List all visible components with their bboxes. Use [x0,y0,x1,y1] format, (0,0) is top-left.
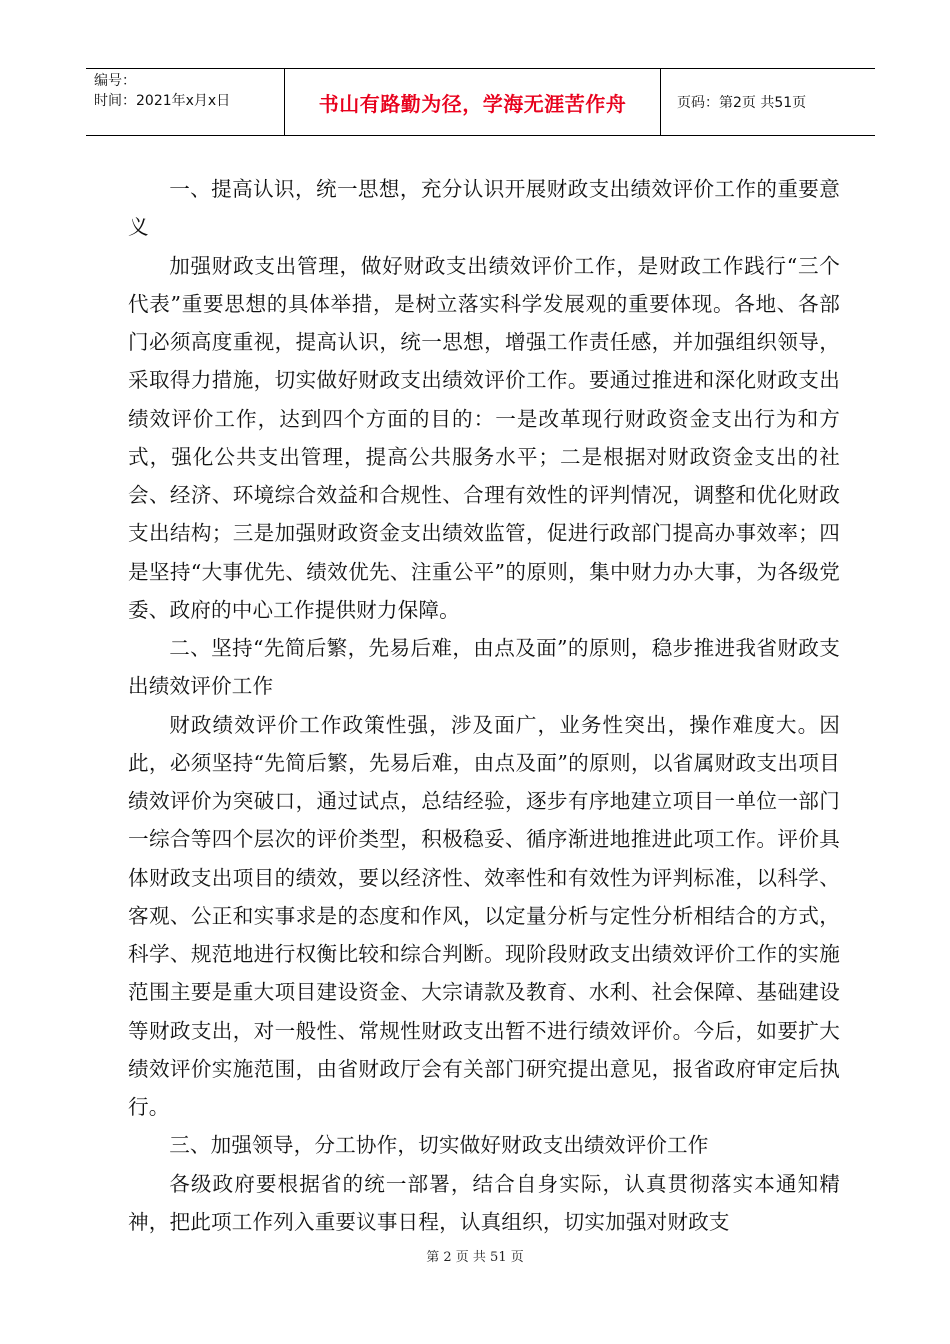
document-time-label: 时间：2021年x月x日 [94,93,231,109]
body-paragraph-1: 加强财政支出管理，做好财政支出绩效评价工作，是财政工作践行“三个代表”重要思想的具体举措，是树立落实科学发展观的重要体现。各地、各部门必须高度重视，提高认识，统一思想，增强工作责任感，并加强组织领导，采取得力措施，切实做好财政支出绩效评价工作。要通过推进和深化财政支出绩效评价工作，达到四个方面的目的：一是改革现行财政资金支出行为和方式，强化公共支出管理，提高公共服务水平；二是根据对财政资金支出的社会、经济、环境综合效益和合规性、合理有效性的评判情况，调整和优化财政支出结构；三是加强财政资金支出绩效监管，促进行政部门提高办事效率；四是坚持“大事优先、绩效优先、注重公平”的原则，集中财力办大事，为各级党委、政府的中心工作提供财力保障。 [128,253,840,622]
header-meta-cell [86,69,285,135]
document-number-label: 编号： [94,73,136,89]
header-motto: 书山有路勤为径，学海无涯苦作舟 [318,91,627,116]
header-page-label: 页码：第2页 共51页 [677,95,807,111]
page-header [86,68,875,136]
section-heading-1: 一、提高认识，统一思想，充分认识开展财政支出绩效评价工作的重要意义 [128,177,840,240]
body-paragraph-2: 财政绩效评价工作政策性强，涉及面广，业务性突出，操作难度大。因此，必须坚持“先简后繁，先易后难，由点及面”的原则，以省属财政支出项目绩效评价为突破口，通过试点，总结经验，逐步有序地建立项目一单位一部门一综合等四个层次的评价类型，积极稳妥、循序渐进地推进此项工作。评价具体财政支出项目的绩效，要以经济性、效率性和有效性为评判标准，以科学、客观、公正和实事求是的态度和作风，以定量分析与定性分析相结合的方式，科学、规范地进行权衡比较和综合判断。现阶段财政支出绩效评价工作的实施范围主要是重大项目建设资金、大宗请款及教育、水利、社会保障、基础建设等财政支出，对一般性、常规性财政支出暂不进行绩效评价。今后，如要扩大绩效评价实施范围，由省财政厅会有关部门研究提出意见，报省政府审定后执行。 [128,712,840,1119]
header-page-cell [661,69,875,135]
body-paragraph-3: 各级政府要根据省的统一部署，结合自身实际，认真贯彻落实本通知精神，把此项工作列入重要议事日程，认真组织，切实加强对财政支 [128,1171,840,1234]
section-heading-3: 三、加强领导，分工协作，切实做好财政支出绩效评价工作 [169,1133,709,1158]
page-footer: 第 2 页 共 51 页 [426,1250,524,1265]
section-heading-2: 二、坚持“先简后繁，先易后难，由点及面”的原则，稳步推进我省财政支出绩效评价工作 [128,636,840,699]
document-body [128,170,840,1241]
header-motto-cell [285,69,661,135]
